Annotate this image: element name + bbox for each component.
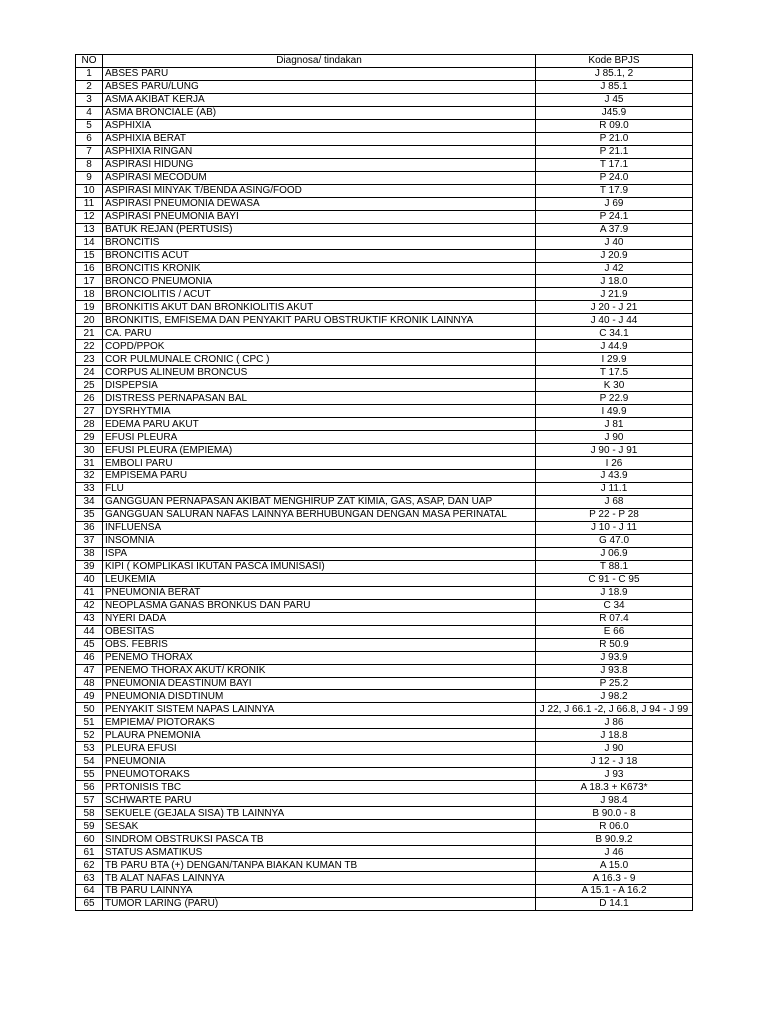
table-row <box>76 897 693 910</box>
table-row <box>76 729 693 742</box>
row-number: 50 <box>76 703 103 716</box>
row-diagnosa: BRONKITIS AKUT DAN BRONKIOLITIS AKUT <box>103 301 536 314</box>
row-kode: I 29.9 <box>536 353 693 366</box>
row-kode: J 85.1, 2 <box>536 67 693 80</box>
table-row <box>76 288 693 301</box>
table-row <box>76 158 693 171</box>
table-row <box>76 405 693 418</box>
row-diagnosa: SINDROM OBSTRUKSI PASCA TB <box>103 833 536 846</box>
row-diagnosa: ASPIRASI HIDUNG <box>103 158 536 171</box>
table-row <box>76 301 693 314</box>
row-diagnosa: EMBOLI PARU <box>103 457 536 470</box>
table-row <box>76 119 693 132</box>
row-diagnosa: GANGGUAN SALURAN NAFAS LAINNYA BERHUBUNGAN DENGAN MASA PERINATAL <box>103 508 536 521</box>
row-diagnosa: GANGGUAN PERNAPASAN AKIBAT MENGHIRUP ZAT KIMIA, GAS, ASAP, DAN UAP <box>103 495 536 508</box>
table-row <box>76 379 693 392</box>
table-row <box>76 755 693 768</box>
row-number: 65 <box>76 897 103 910</box>
row-kode: G 47.0 <box>536 534 693 547</box>
row-diagnosa: PNEUMONIA DEASTINUM BAYI <box>103 677 536 690</box>
row-kode: J 81 <box>536 418 693 431</box>
table-row <box>76 573 693 586</box>
table-row <box>76 807 693 820</box>
row-kode: J 90 <box>536 431 693 444</box>
row-diagnosa: PENEMO THORAX AKUT/ KRONIK <box>103 664 536 677</box>
row-number: 25 <box>76 379 103 392</box>
row-number: 59 <box>76 820 103 833</box>
row-kode: J 20.9 <box>536 249 693 262</box>
row-number: 1 <box>76 67 103 80</box>
row-number: 27 <box>76 405 103 418</box>
row-number: 61 <box>76 846 103 859</box>
row-kode: R 07.4 <box>536 612 693 625</box>
row-number: 42 <box>76 599 103 612</box>
row-number: 40 <box>76 573 103 586</box>
row-diagnosa: PENEMO THORAX <box>103 651 536 664</box>
table-row <box>76 677 693 690</box>
row-diagnosa: NYERI DADA <box>103 612 536 625</box>
row-number: 6 <box>76 132 103 145</box>
row-diagnosa: BRONCITIS KRONIK <box>103 262 536 275</box>
table-row <box>76 690 693 703</box>
row-number: 29 <box>76 431 103 444</box>
table-row <box>76 184 693 197</box>
row-kode: J 85.1 <box>536 80 693 93</box>
row-number: 46 <box>76 651 103 664</box>
row-kode: C 91 - C 95 <box>536 573 693 586</box>
row-diagnosa: COPD/PPOK <box>103 340 536 353</box>
row-kode: J 45 <box>536 93 693 106</box>
row-kode: P 25.2 <box>536 677 693 690</box>
table-row <box>76 470 693 483</box>
row-diagnosa: EMPISEMA PARU <box>103 470 536 483</box>
row-kode: R 09.0 <box>536 119 693 132</box>
table-row <box>76 431 693 444</box>
row-diagnosa: EMPIEMA/ PIOTORAKS <box>103 716 536 729</box>
row-diagnosa: PLAURA PNEMONIA <box>103 729 536 742</box>
table-row <box>76 781 693 794</box>
row-number: 38 <box>76 547 103 560</box>
row-kode: T 88.1 <box>536 560 693 573</box>
row-diagnosa: INFLUENSA <box>103 521 536 534</box>
row-diagnosa: ASPIRASI PNEUMONIA BAYI <box>103 210 536 223</box>
row-diagnosa: TUMOR LARING (PARU) <box>103 897 536 910</box>
row-kode: J 10 - J 11 <box>536 521 693 534</box>
table-row <box>76 651 693 664</box>
table-row <box>76 495 693 508</box>
table-row <box>76 833 693 846</box>
row-diagnosa: BATUK REJAN (PERTUSIS) <box>103 223 536 236</box>
table-row <box>76 703 693 716</box>
row-kode: A 18.3 + K673* <box>536 781 693 794</box>
row-number: 31 <box>76 457 103 470</box>
row-number: 47 <box>76 664 103 677</box>
row-diagnosa: ISPA <box>103 547 536 560</box>
row-number: 49 <box>76 690 103 703</box>
row-number: 12 <box>76 210 103 223</box>
row-kode: A 15.0 <box>536 859 693 872</box>
row-number: 41 <box>76 586 103 599</box>
row-diagnosa: ASMA BRONCIALE (AB) <box>103 106 536 119</box>
row-kode: K 30 <box>536 379 693 392</box>
row-diagnosa: BRONCIOLITIS / ACUT <box>103 288 536 301</box>
row-diagnosa: SEKUELE (GEJALA SISA) TB LAINNYA <box>103 807 536 820</box>
row-kode: J 21.9 <box>536 288 693 301</box>
row-number: 45 <box>76 638 103 651</box>
row-number: 16 <box>76 262 103 275</box>
row-number: 51 <box>76 716 103 729</box>
row-diagnosa: DISPEPSIA <box>103 379 536 392</box>
table-row <box>76 625 693 638</box>
row-diagnosa: SCHWARTE PARU <box>103 794 536 807</box>
row-number: 5 <box>76 119 103 132</box>
table-row <box>76 236 693 249</box>
row-diagnosa: PNEUMONIA DISDTINUM <box>103 690 536 703</box>
row-number: 60 <box>76 833 103 846</box>
row-diagnosa: ASPIRASI PNEUMONIA DEWASA <box>103 197 536 210</box>
table-row <box>76 534 693 547</box>
row-diagnosa: EDEMA PARU AKUT <box>103 418 536 431</box>
row-kode: J 12 - J 18 <box>536 755 693 768</box>
row-diagnosa: BRONCITIS <box>103 236 536 249</box>
row-diagnosa: FLU <box>103 482 536 495</box>
row-kode: J 11.1 <box>536 482 693 495</box>
table-row <box>76 521 693 534</box>
table-row <box>76 210 693 223</box>
table-row <box>76 392 693 405</box>
table-row <box>76 586 693 599</box>
row-diagnosa: BRONCITIS ACUT <box>103 249 536 262</box>
row-diagnosa: OBESITAS <box>103 625 536 638</box>
diagnosis-code-table <box>75 54 693 911</box>
row-kode: J 69 <box>536 197 693 210</box>
row-diagnosa: PLEURA EFUSI <box>103 742 536 755</box>
table-row <box>76 664 693 677</box>
table-row <box>76 547 693 560</box>
row-diagnosa: NEOPLASMA GANAS BRONKUS DAN PARU <box>103 599 536 612</box>
table-row <box>76 872 693 885</box>
header-kode: Kode BPJS <box>536 55 693 68</box>
row-kode: J 90 - J 91 <box>536 444 693 457</box>
row-number: 55 <box>76 768 103 781</box>
row-diagnosa: PNEUMONIA <box>103 755 536 768</box>
row-number: 14 <box>76 236 103 249</box>
table-body <box>76 67 693 910</box>
row-diagnosa: CORPUS ALINEUM BRONCUS <box>103 366 536 379</box>
row-kode: B 90.0 - 8 <box>536 807 693 820</box>
row-diagnosa: PNEUMONIA BERAT <box>103 586 536 599</box>
row-diagnosa: KIPI ( KOMPLIKASI IKUTAN PASCA IMUNISASI) <box>103 560 536 573</box>
row-number: 58 <box>76 807 103 820</box>
row-diagnosa: STATUS ASMATIKUS <box>103 846 536 859</box>
row-diagnosa: PNEUMOTORAKS <box>103 768 536 781</box>
row-kode: J 42 <box>536 262 693 275</box>
row-diagnosa: DISTRESS PERNAPASAN BAL <box>103 392 536 405</box>
row-number: 11 <box>76 197 103 210</box>
row-diagnosa: LEUKEMIA <box>103 573 536 586</box>
row-number: 35 <box>76 508 103 521</box>
row-kode: J 18.0 <box>536 275 693 288</box>
row-kode: T 17.1 <box>536 158 693 171</box>
row-number: 62 <box>76 859 103 872</box>
table-row <box>76 67 693 80</box>
row-number: 32 <box>76 470 103 483</box>
row-diagnosa: ASPIRASI MINYAK T/BENDA ASING/FOOD <box>103 184 536 197</box>
row-number: 63 <box>76 872 103 885</box>
row-kode: J45.9 <box>536 106 693 119</box>
table-row <box>76 457 693 470</box>
table-row <box>76 599 693 612</box>
row-diagnosa: EFUSI PLEURA (EMPIEMA) <box>103 444 536 457</box>
row-diagnosa: ASPHIXIA BERAT <box>103 132 536 145</box>
row-diagnosa: PRTONISIS TBC <box>103 781 536 794</box>
row-number: 28 <box>76 418 103 431</box>
row-number: 9 <box>76 171 103 184</box>
table-row <box>76 444 693 457</box>
table-row <box>76 197 693 210</box>
row-number: 15 <box>76 249 103 262</box>
row-number: 10 <box>76 184 103 197</box>
row-kode: C 34.1 <box>536 327 693 340</box>
row-diagnosa: ASPHIXIA RINGAN <box>103 145 536 158</box>
row-number: 21 <box>76 327 103 340</box>
row-number: 64 <box>76 885 103 898</box>
row-diagnosa: PENYAKIT SISTEM NAPAS LAINNYA <box>103 703 536 716</box>
row-kode: R 06.0 <box>536 820 693 833</box>
table-header-row <box>76 55 693 68</box>
table-row <box>76 171 693 184</box>
row-number: 17 <box>76 275 103 288</box>
row-kode: J 44.9 <box>536 340 693 353</box>
row-diagnosa: BRONKITIS, EMFISEMA DAN PENYAKIT PARU OBSTRUKTIF KRONIK LAINNYA <box>103 314 536 327</box>
table-row <box>76 353 693 366</box>
row-diagnosa: TB ALAT NAFAS LAINNYA <box>103 872 536 885</box>
row-kode: J 40 <box>536 236 693 249</box>
row-diagnosa: COR PULMUNALE CRONIC ( CPC ) <box>103 353 536 366</box>
row-number: 43 <box>76 612 103 625</box>
row-number: 30 <box>76 444 103 457</box>
row-number: 53 <box>76 742 103 755</box>
row-diagnosa: ASMA AKIBAT KERJA <box>103 93 536 106</box>
row-number: 8 <box>76 158 103 171</box>
row-number: 56 <box>76 781 103 794</box>
table-row <box>76 93 693 106</box>
table-row <box>76 820 693 833</box>
table-row <box>76 366 693 379</box>
row-kode: J 86 <box>536 716 693 729</box>
row-number: 4 <box>76 106 103 119</box>
row-number: 3 <box>76 93 103 106</box>
header-no: NO <box>76 55 103 68</box>
row-diagnosa: ASPIRASI MECODUM <box>103 171 536 184</box>
row-diagnosa: SESAK <box>103 820 536 833</box>
table-row <box>76 846 693 859</box>
row-number: 39 <box>76 560 103 573</box>
table-row <box>76 80 693 93</box>
row-kode: J 06.9 <box>536 547 693 560</box>
row-number: 24 <box>76 366 103 379</box>
table-row <box>76 638 693 651</box>
row-kode: E 66 <box>536 625 693 638</box>
table-row <box>76 249 693 262</box>
row-number: 2 <box>76 80 103 93</box>
table-row <box>76 794 693 807</box>
row-number: 57 <box>76 794 103 807</box>
row-diagnosa: CA. PARU <box>103 327 536 340</box>
row-kode: J 98.4 <box>536 794 693 807</box>
row-kode: I 49.9 <box>536 405 693 418</box>
table-row <box>76 768 693 781</box>
row-kode: P 24.1 <box>536 210 693 223</box>
row-number: 33 <box>76 482 103 495</box>
row-number: 37 <box>76 534 103 547</box>
row-diagnosa: TB PARU BTA (+) DENGAN/TANPA BIAKAN KUMAN TB <box>103 859 536 872</box>
row-number: 52 <box>76 729 103 742</box>
table-row <box>76 508 693 521</box>
table-row <box>76 132 693 145</box>
table-row <box>76 742 693 755</box>
row-diagnosa: OBS. FEBRIS <box>103 638 536 651</box>
row-diagnosa: TB PARU LAINNYA <box>103 885 536 898</box>
row-kode: J 22, J 66.1 -2, J 66.8, J 94 - J 99 <box>536 703 693 716</box>
table-row <box>76 716 693 729</box>
row-number: 26 <box>76 392 103 405</box>
row-number: 20 <box>76 314 103 327</box>
row-kode: J 68 <box>536 495 693 508</box>
row-kode: J 40 - J 44 <box>536 314 693 327</box>
table-row <box>76 859 693 872</box>
row-kode: P 22 - P 28 <box>536 508 693 521</box>
table-row <box>76 275 693 288</box>
row-kode: J 90 <box>536 742 693 755</box>
table-row <box>76 145 693 158</box>
row-kode: T 17.5 <box>536 366 693 379</box>
row-number: 7 <box>76 145 103 158</box>
row-kode: P 21.0 <box>536 132 693 145</box>
row-number: 22 <box>76 340 103 353</box>
table-row <box>76 340 693 353</box>
table-row <box>76 560 693 573</box>
row-kode: T 17.9 <box>536 184 693 197</box>
row-number: 54 <box>76 755 103 768</box>
row-number: 13 <box>76 223 103 236</box>
row-kode: A 37.9 <box>536 223 693 236</box>
row-number: 23 <box>76 353 103 366</box>
row-kode: J 93.9 <box>536 651 693 664</box>
header-diagnosa: Diagnosa/ tindakan <box>103 55 536 68</box>
row-diagnosa: BRONCO PNEUMONIA <box>103 275 536 288</box>
row-number: 44 <box>76 625 103 638</box>
row-kode: I 26 <box>536 457 693 470</box>
row-kode: J 93 <box>536 768 693 781</box>
row-kode: J 98.2 <box>536 690 693 703</box>
table-row <box>76 612 693 625</box>
row-kode: C 34 <box>536 599 693 612</box>
table-row <box>76 106 693 119</box>
row-diagnosa: EFUSI PLEURA <box>103 431 536 444</box>
row-kode: A 15.1 - A 16.2 <box>536 885 693 898</box>
row-kode: J 18.8 <box>536 729 693 742</box>
row-number: 36 <box>76 521 103 534</box>
table-row <box>76 418 693 431</box>
row-diagnosa: DYSRHYTMIA <box>103 405 536 418</box>
row-diagnosa: ASPHIXIA <box>103 119 536 132</box>
row-kode: J 20 - J 21 <box>536 301 693 314</box>
row-diagnosa: ABSES PARU <box>103 67 536 80</box>
row-kode: R 50.9 <box>536 638 693 651</box>
row-diagnosa: INSOMNIA <box>103 534 536 547</box>
row-number: 19 <box>76 301 103 314</box>
table-row <box>76 885 693 898</box>
row-kode: J 43.9 <box>536 470 693 483</box>
row-kode: P 22.9 <box>536 392 693 405</box>
table-row <box>76 262 693 275</box>
row-number: 48 <box>76 677 103 690</box>
row-kode: J 18.9 <box>536 586 693 599</box>
table-row <box>76 223 693 236</box>
row-kode: J 93.8 <box>536 664 693 677</box>
row-number: 34 <box>76 495 103 508</box>
table-row <box>76 314 693 327</box>
row-kode: A 16.3 - 9 <box>536 872 693 885</box>
row-kode: P 24.0 <box>536 171 693 184</box>
table-row <box>76 482 693 495</box>
row-number: 18 <box>76 288 103 301</box>
row-kode: J 46 <box>536 846 693 859</box>
row-kode: P 21.1 <box>536 145 693 158</box>
row-diagnosa: ABSES PARU/LUNG <box>103 80 536 93</box>
table-row <box>76 327 693 340</box>
row-kode: B 90.9.2 <box>536 833 693 846</box>
row-kode: D 14.1 <box>536 897 693 910</box>
